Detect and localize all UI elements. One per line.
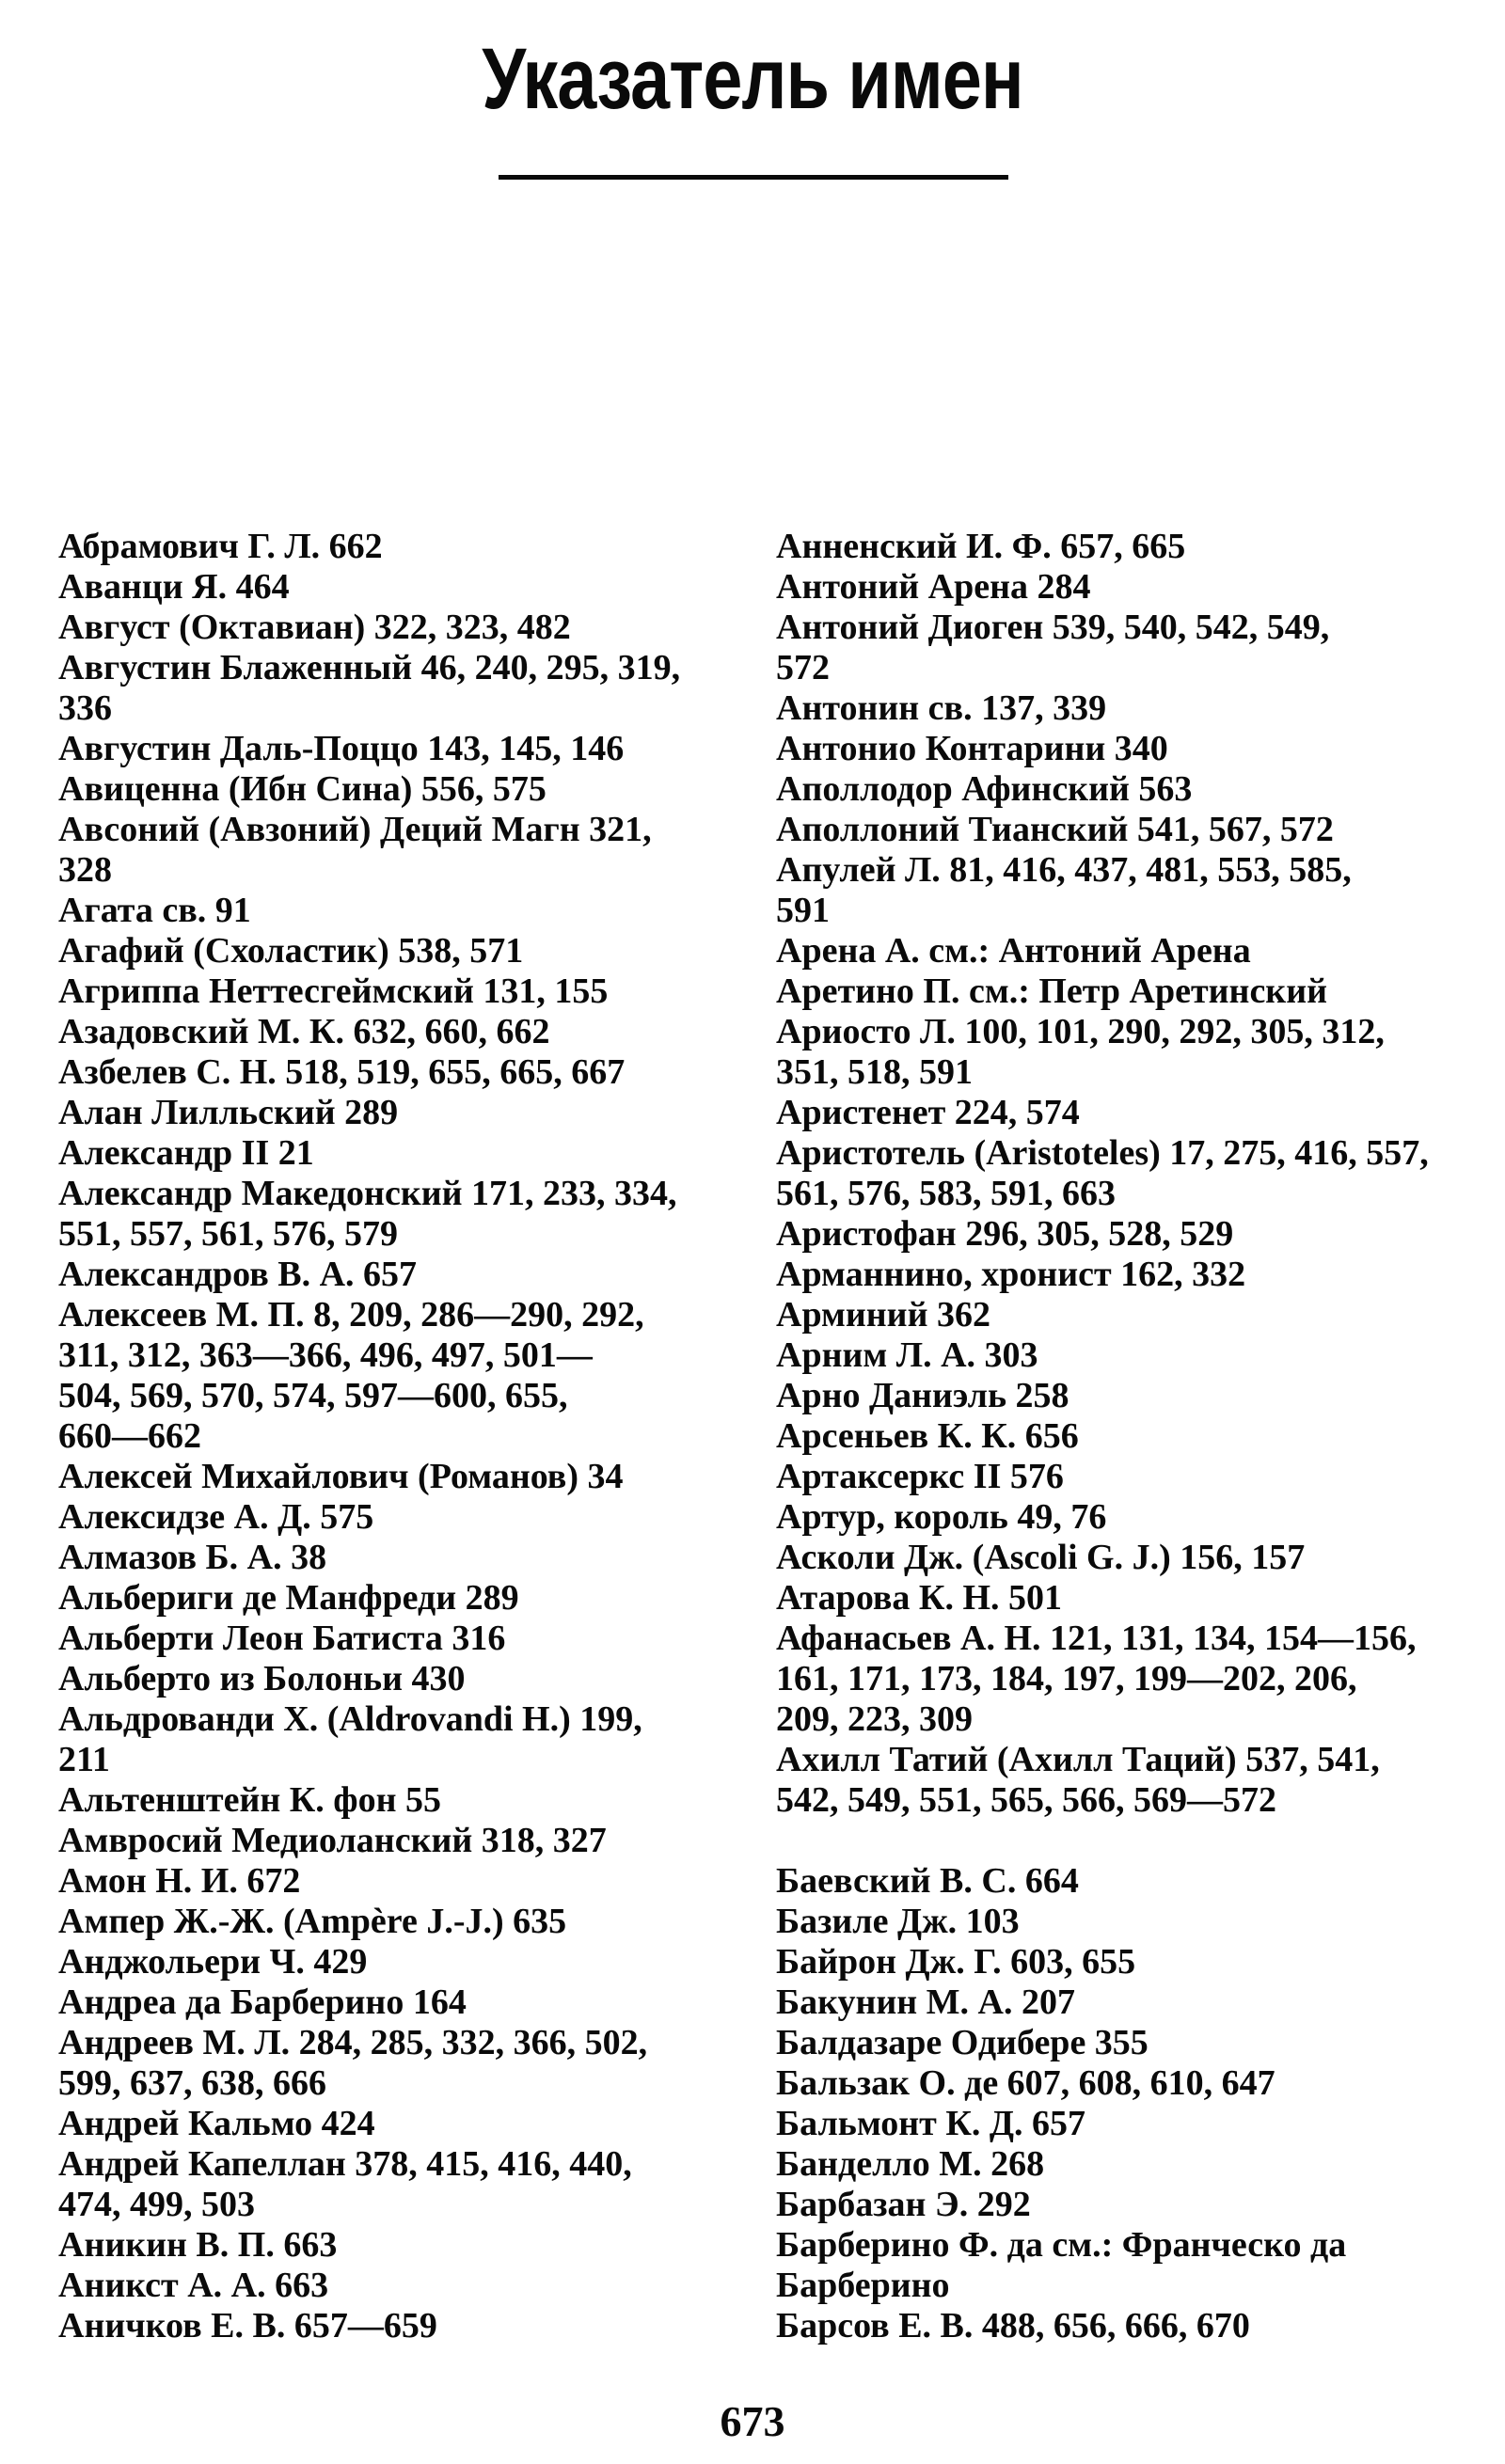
index-entry-line: Аникст А. А. 663 [58, 2266, 329, 2305]
index-entry-line: Арминий 362 [776, 1295, 990, 1335]
index-entry-line: Бальмонт К. Д. 657 [776, 2104, 1086, 2143]
index-entry-continuation: 551, 557, 561, 576, 579 [58, 1214, 398, 1254]
index-entry-line: Алмазов Б. А. 38 [58, 1538, 327, 1577]
index-entry [58, 1012, 745, 1052]
index-entry-line: Антонио Контарини 340 [776, 729, 1168, 768]
index-entry [776, 1497, 1463, 1538]
index-entry-continuation: 209, 223, 309 [776, 1699, 973, 1739]
index-entry [776, 1619, 1463, 1740]
index-entry-line: Ампер Ж.-Ж. (Ampère J.-J.) 635 [58, 1902, 567, 1941]
index-entry-continuation: 211 [58, 1740, 110, 1779]
index-entry [58, 648, 745, 729]
index-entry [58, 1619, 745, 1659]
index-entry [776, 971, 1463, 1012]
index-entry-line: Банделло М. 268 [776, 2144, 1045, 2184]
index-entry [776, 1133, 1463, 1214]
index-entry [58, 1497, 745, 1538]
index-entry-line: Абрамович Г. Л. 662 [58, 527, 383, 566]
index-entry-line: Аполлодор Афинский 563 [776, 769, 1193, 809]
index-entry [58, 971, 745, 1012]
index-entry-line: Андрей Кальмо 424 [58, 2104, 375, 2143]
index-entry-line: Аничков Е. В. 657—659 [58, 2306, 437, 2346]
index-entry [776, 688, 1463, 729]
index-entry [58, 2023, 745, 2104]
index-entry [58, 1578, 745, 1619]
index-entry-line: Аполлоний Тианский 541, 567, 572 [776, 810, 1334, 849]
index-entry-continuation: 351, 518, 591 [776, 1052, 973, 1092]
index-entry [776, 769, 1463, 810]
index-entry [776, 1335, 1463, 1376]
index-entry-line: Афанасьев А. Н. 121, 131, 134, 154—156, [776, 1619, 1417, 1658]
index-entry [58, 2144, 745, 2225]
index-entry-line: Асколи Дж. (Ascoli G. J.) 156, 157 [776, 1538, 1306, 1577]
index-entry-continuation: 161, 171, 173, 184, 197, 199—202, 206, [776, 1659, 1357, 1698]
index-column-right [776, 527, 1463, 2346]
index-entry-line: Азадовский М. К. 632, 660, 662 [58, 1012, 550, 1051]
index-entry-line: Альберто из Болоньи 430 [58, 1659, 466, 1698]
index-entry [58, 769, 745, 810]
index-entry-line: Анджольери Ч. 429 [58, 1942, 368, 1982]
index-entry [58, 608, 745, 648]
index-entry [58, 1699, 745, 1780]
page-number: 673 [720, 2397, 785, 2445]
index-entry-line: Август (Октавиан) 322, 323, 482 [58, 608, 571, 647]
index-entry [58, 1133, 745, 1174]
index-entry [58, 1052, 745, 1093]
index-entry-line: Алексей Михайлович (Романов) 34 [58, 1457, 624, 1496]
index-entry [776, 527, 1463, 567]
index-entry [776, 931, 1463, 971]
index-entry-line: Андрей Капеллан 378, 415, 416, 440, [58, 2144, 632, 2184]
index-entry-line: Арена А. см.: Антоний Арена [776, 931, 1251, 971]
index-entry [776, 2104, 1463, 2144]
index-entry-line: Аристотель (Aristoteles) 17, 275, 416, 557, [776, 1133, 1429, 1173]
index-entry-line: Андреев М. Л. 284, 285, 332, 366, 502, [58, 2023, 648, 2062]
index-entry [58, 1982, 745, 2023]
index-entry-line: Азбелев С. Н. 518, 519, 655, 665, 667 [58, 1052, 626, 1092]
index-entry [776, 850, 1463, 931]
index-entry [776, 1295, 1463, 1335]
index-entry [58, 1780, 745, 1821]
index-entry-line: Ариосто Л. 100, 101, 290, 292, 305, 312, [776, 1012, 1385, 1051]
index-entry [776, 2225, 1463, 2306]
index-entry [58, 1942, 745, 1982]
index-entry-line: Агафий (Схоластик) 538, 571 [58, 931, 524, 971]
index-entry [58, 2104, 745, 2144]
index-entry-continuation: 504, 569, 570, 574, 597—600, 655, [58, 1376, 568, 1415]
title-rule [499, 175, 1008, 180]
index-entry-continuation: 591 [776, 891, 830, 930]
index-entry-line: Аретино П. см.: Петр Аретинский [776, 971, 1327, 1011]
index-entry [58, 2306, 745, 2346]
index-entry-line: Агата св. 91 [58, 891, 251, 930]
index-entry [58, 527, 745, 567]
index-entry [776, 608, 1463, 688]
index-group-a [776, 527, 1463, 1821]
index-entry [776, 1538, 1463, 1578]
index-entry-line: Балдазаре Одибере 355 [776, 2023, 1149, 2062]
index-entry-line: Августин Даль-Поццо 143, 145, 146 [58, 729, 625, 768]
index-entry [58, 1659, 745, 1699]
index-entry [58, 2225, 745, 2266]
index-entry-continuation: 599, 637, 638, 666 [58, 2063, 326, 2103]
index-entry-line: Базиле Дж. 103 [776, 1902, 1020, 1941]
index-entry-line: Амон Н. И. 672 [58, 1861, 301, 1901]
index-entry [776, 810, 1463, 850]
index-entry-line: Арсеньев К. К. 656 [776, 1416, 1079, 1456]
index-entry [776, 2023, 1463, 2063]
index-entry-line: Алексеев М. П. 8, 209, 286—290, 292, [58, 1295, 644, 1335]
index-entry-line: Арманнино, хронист 162, 332 [776, 1255, 1246, 1294]
index-entry-line: Аникин В. П. 663 [58, 2225, 338, 2265]
index-entry-line: Альдрованди Х. (Aldrovandi H.) 199, [58, 1699, 642, 1739]
index-entry [776, 1255, 1463, 1295]
index-column-left [58, 527, 745, 2346]
index-entry [776, 1376, 1463, 1416]
index-entry-continuation: 660—662 [58, 1416, 201, 1456]
index-entry-line: Бакунин М. А. 207 [776, 1982, 1075, 2022]
index-group-b [776, 1861, 1463, 2346]
index-entry-line: Александров В. А. 657 [58, 1255, 418, 1294]
index-entry-line: Альбериги де Манфреди 289 [58, 1578, 519, 1618]
index-entry-line: Атарова К. Н. 501 [776, 1578, 1062, 1618]
index-entry-continuation: 328 [58, 850, 112, 890]
index-entry [58, 567, 745, 608]
group-spacer [776, 1821, 1463, 1861]
index-entry-line: Артаксеркс II 576 [776, 1457, 1064, 1496]
index-entry-line: Аристенет 224, 574 [776, 1093, 1080, 1132]
index-entry-line: Бальзак О. де 607, 608, 610, 647 [776, 2063, 1275, 2103]
index-entry-line: Арно Даниэль 258 [776, 1376, 1069, 1415]
index-entry-line: Барбазан Э. 292 [776, 2185, 1031, 2224]
index-entry [776, 1982, 1463, 2023]
index-entry [776, 1012, 1463, 1093]
index-entry [58, 1821, 745, 1861]
index-entry-line: Аристофан 296, 305, 528, 529 [776, 1214, 1234, 1254]
index-entry-line: Александр II 21 [58, 1133, 314, 1173]
index-entry-line: Авиценна (Ибн Сина) 556, 575 [58, 769, 547, 809]
index-entry-continuation: 542, 549, 551, 565, 566, 569—572 [776, 1780, 1276, 1820]
index-entry-continuation: 474, 499, 503 [58, 2185, 255, 2224]
index-entry-line: Агриппа Неттесгеймский 131, 155 [58, 971, 609, 1011]
index-entry-line: Арним Л. А. 303 [776, 1335, 1038, 1375]
index-entry-line: Амвросий Медиоланский 318, 327 [58, 1821, 607, 1860]
index-entry-line: Апулей Л. 81, 416, 437, 481, 553, 585, [776, 850, 1352, 890]
index-entry [58, 1295, 745, 1457]
index-entry [776, 1578, 1463, 1619]
index-entry [58, 810, 745, 891]
index-entry-line: Анненский И. Ф. 657, 665 [776, 527, 1186, 566]
index-entry [58, 1861, 745, 1902]
index-entry-line: Барсов Е. В. 488, 656, 666, 670 [776, 2306, 1250, 2346]
index-entry-line: Аванци Я. 464 [58, 567, 290, 607]
index-entry [776, 1942, 1463, 1982]
index-entry-line: Байрон Дж. Г. 603, 655 [776, 1942, 1136, 1982]
index-entry [776, 1861, 1463, 1902]
index-entry-line: Альтенштейн К. фон 55 [58, 1780, 441, 1820]
index-entry-line: Александр Македонский 171, 233, 334, [58, 1174, 677, 1213]
index-entry-line: Антоний Арена 284 [776, 567, 1091, 607]
index-entry-continuation: Барберино [776, 2266, 950, 2305]
index-entry-line: Ахилл Татий (Ахилл Таций) 537, 541, [776, 1740, 1380, 1779]
index-entry [58, 729, 745, 769]
index-entry [776, 1740, 1463, 1821]
page-title: Указатель имен [482, 31, 1023, 127]
index-entry [776, 567, 1463, 608]
index-entry [776, 2185, 1463, 2225]
index-entry-continuation: 572 [776, 648, 830, 687]
index-entry [776, 2063, 1463, 2104]
index-entry-continuation: 336 [58, 688, 112, 728]
index-entry [58, 891, 745, 931]
index-entry [58, 1902, 745, 1942]
index-entry-line: Алексидзе А. Д. 575 [58, 1497, 374, 1537]
index-entry [776, 2144, 1463, 2185]
index-entry-line: Барберино Ф. да см.: Франческо да [776, 2225, 1347, 2265]
index-entry [58, 1538, 745, 1578]
index-entry-line: Августин Блаженный 46, 240, 295, 319, [58, 648, 681, 687]
index-entry-line: Авсоний (Авзоний) Деций Магн 321, [58, 810, 652, 849]
index-entry [58, 1174, 745, 1255]
index-entry [776, 729, 1463, 769]
index-entry-line: Антонин св. 137, 339 [776, 688, 1107, 728]
index-entry-continuation: 561, 576, 583, 591, 663 [776, 1174, 1116, 1213]
index-entry-line: Артур, король 49, 76 [776, 1497, 1107, 1537]
index-entry [776, 1457, 1463, 1497]
index-entry [776, 1214, 1463, 1255]
index-entry [58, 1255, 745, 1295]
index-entry [776, 1902, 1463, 1942]
index-entry-line: Андреа да Барберино 164 [58, 1982, 467, 2022]
index-entry [58, 1457, 745, 1497]
index-entry-continuation: 311, 312, 363—366, 496, 497, 501— [58, 1335, 593, 1375]
index-entry [776, 2306, 1463, 2346]
index-entry [58, 931, 745, 971]
index-entry-line: Антоний Диоген 539, 540, 542, 549, [776, 608, 1330, 647]
index-entry [776, 1093, 1463, 1133]
index-entry-line: Альберти Леон Батиста 316 [58, 1619, 506, 1658]
index-entry [58, 2266, 745, 2306]
index-entry-line: Алан Лилльский 289 [58, 1093, 399, 1132]
index-entry [58, 1093, 745, 1133]
index-entry-line: Баевский В. С. 664 [776, 1861, 1079, 1901]
index-entry [776, 1416, 1463, 1457]
